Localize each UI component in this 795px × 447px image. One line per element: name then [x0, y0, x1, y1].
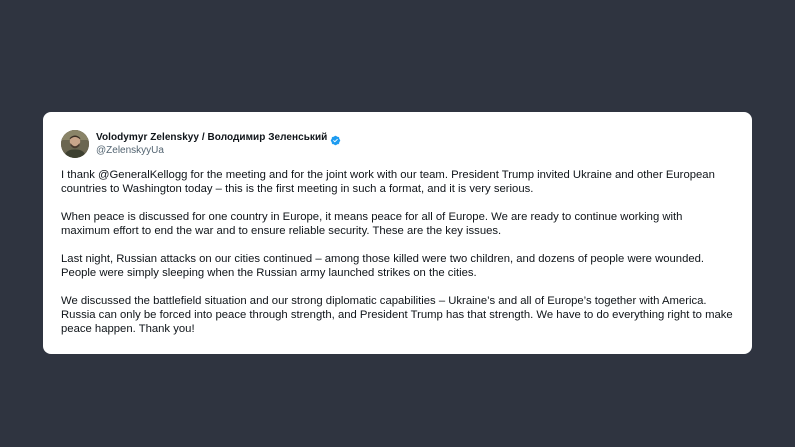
tweet-card	[43, 112, 752, 354]
tweet-header	[61, 129, 734, 159]
avatar[interactable]	[61, 130, 89, 158]
tweet-paragraph: I thank @GeneralKellogg for the meeting and for the joint work with our team. President Trump invited Ukraine and other European countries to Washington today – this is the first meeting in such a format, and it is very serious.	[61, 169, 715, 195]
author-handle[interactable]: @ZelenskyyUa	[96, 144, 164, 156]
author-info	[96, 132, 341, 157]
tweet-paragraph: We discussed the battlefield situation and our strong diplomatic capabilities – Ukraine’s and all of Europe’s together with America. Russia can only be forced into peace through strength, and President Trump has that strength. We have to do everything right to make peace happen. Thank you!	[61, 295, 733, 335]
tweet-paragraph: When peace is discussed for one country in Europe, it means peace for all of Europe. We are ready to continue working with maximum effort to end the war and to ensure reliable security. These are the key issues.	[61, 211, 683, 237]
author-display-name[interactable]: Volodymyr Zelenskyy / Володимир Зеленський	[96, 131, 328, 143]
verified-badge-icon	[330, 132, 341, 143]
avatar-image	[61, 130, 89, 158]
tweet-paragraph: Last night, Russian attacks on our cities continued – among those killed were two children, and dozens of people were wounded. People were simply sleeping when the Russian army launched strikes on the cities.	[61, 253, 705, 279]
tweet-body	[61, 168, 734, 336]
